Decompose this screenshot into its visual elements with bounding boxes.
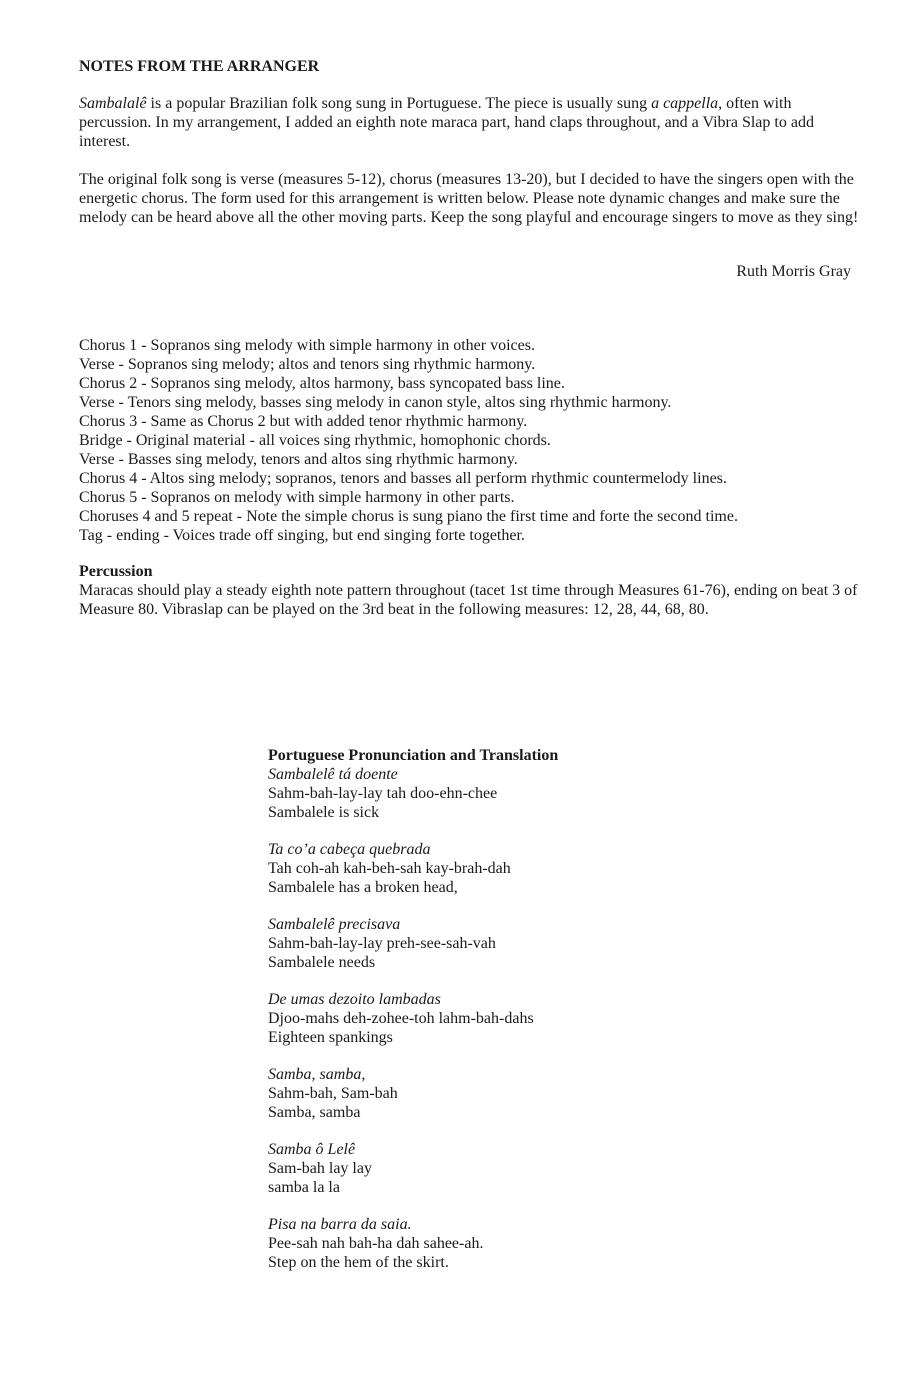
intro-text-2: , often with percussion. In my arrangement, I added an eighth note maraca part, hand claps throughout, and a Vibra Slap to add interest. [79, 95, 814, 150]
form-list-item: Chorus 5 - Sopranos on melody with simple harmony in other parts. [79, 489, 515, 506]
lyric-stanza [268, 765, 828, 822]
form-list-item: Chorus 2 - Sopranos sing melody, altos harmony, bass syncopated bass line. [79, 375, 565, 392]
pronunciation-line: Tah coh-ah kah-beh-sah kay-brah-dah [268, 860, 511, 877]
form-list-item: Verse - Tenors sing melody, basses sing melody in canon style, altos sing rhythmic harmony. [79, 394, 672, 411]
english-line: Step on the hem of the skirt. [268, 1254, 449, 1271]
english-line: samba la la [268, 1179, 340, 1196]
percussion-paragraph: Maracas should play a steady eighth note pattern throughout (tacet 1st time through Measures 61-76), ending on beat 3 of Measure 80. Vibraslap can be played on the 3rd beat in the following measures: 12, 28, 44, 68, 80. [79, 582, 858, 618]
english-line: Sambalele needs [268, 954, 376, 971]
pronunciation-line: Sahm-bah-lay-lay preh-see-sah-vah [268, 935, 496, 952]
pronunciation-line: Pee-sah nah bah-ha dah sahee-ah. [268, 1235, 484, 1252]
form-list-item: Choruses 4 and 5 repeat - Note the simple chorus is sung piano the first time and forte the second time. [79, 508, 738, 525]
portuguese-line: Samba, samba, [268, 1066, 366, 1083]
translation-heading: Portuguese Pronunciation and Translation [268, 747, 559, 764]
arranger-signature: Ruth Morris Gray [736, 263, 851, 280]
english-line: Eighteen spankings [268, 1029, 393, 1046]
english-line: Samba, samba [268, 1104, 361, 1121]
portuguese-line: Sambalelê precisava [268, 916, 401, 933]
intro-text-1: is a popular Brazilian folk song sung in Portuguese. The piece is usually sung [146, 95, 652, 112]
form-list-item: Verse - Sopranos sing melody; altos and tenors sing rhythmic harmony. [79, 356, 536, 373]
portuguese-line: Ta co’a cabeça quebrada [268, 841, 431, 858]
form-list-item: Chorus 3 - Same as Chorus 2 but with added tenor rhythmic harmony. [79, 413, 528, 430]
lyric-stanza [268, 1140, 828, 1197]
lyric-stanza [268, 1215, 828, 1272]
form-list-item: Bridge - Original material - all voices sing rhythmic, homophonic chords. [79, 432, 551, 449]
lyric-stanza [268, 840, 828, 897]
portuguese-line: De umas dezoito lambadas [268, 991, 441, 1008]
form-list-item: Tag - ending - Voices trade off singing, but end singing forte together. [79, 527, 525, 544]
lyric-stanza [268, 915, 828, 972]
form-list-item: Chorus 4 - Altos sing melody; sopranos, tenors and basses all perform rhythmic countermelody lines. [79, 470, 727, 487]
pronunciation-line: Sahm-bah-lay-lay tah doo-ehn-chee [268, 785, 498, 802]
notes-title: NOTES FROM THE ARRANGER [79, 58, 320, 75]
portuguese-line: Samba ô Lelê [268, 1141, 356, 1158]
a-cappella-term: a cappella [651, 95, 719, 112]
intro-paragraph [79, 94, 859, 151]
song-name: Sambalalê [79, 95, 147, 112]
english-line: Sambalele is sick [268, 804, 380, 821]
pronunciation-line: Sahm-bah, Sam-bah [268, 1085, 398, 1102]
lyric-stanza [268, 1065, 828, 1122]
pronunciation-line: Sam-bah lay lay [268, 1160, 372, 1177]
portuguese-line: Sambalelê tá doente [268, 766, 398, 783]
percussion-heading: Percussion [79, 563, 153, 580]
form-paragraph: The original folk song is verse (measures 5-12), chorus (measures 13-20), but I decided to have the singers open with the energetic chorus. The form used for this arrangement is written below. Please note dynamic changes and make sure the melody can be heard above all the other moving parts. Keep the song playful and encourage singers to move as they sing! [79, 171, 859, 226]
form-list [79, 336, 879, 545]
english-line: Sambalele has a broken head, [268, 879, 458, 896]
lyric-stanza [268, 990, 828, 1047]
form-list-item: Chorus 1 - Sopranos sing melody with simple harmony in other voices. [79, 337, 535, 354]
pronunciation-line: Djoo-mahs deh-zohee-toh lahm-bah-dahs [268, 1010, 534, 1027]
translation-section [268, 746, 828, 1290]
portuguese-line: Pisa na barra da saia. [268, 1216, 412, 1233]
form-list-item: Verse - Basses sing melody, tenors and altos sing rhythmic harmony. [79, 451, 518, 468]
